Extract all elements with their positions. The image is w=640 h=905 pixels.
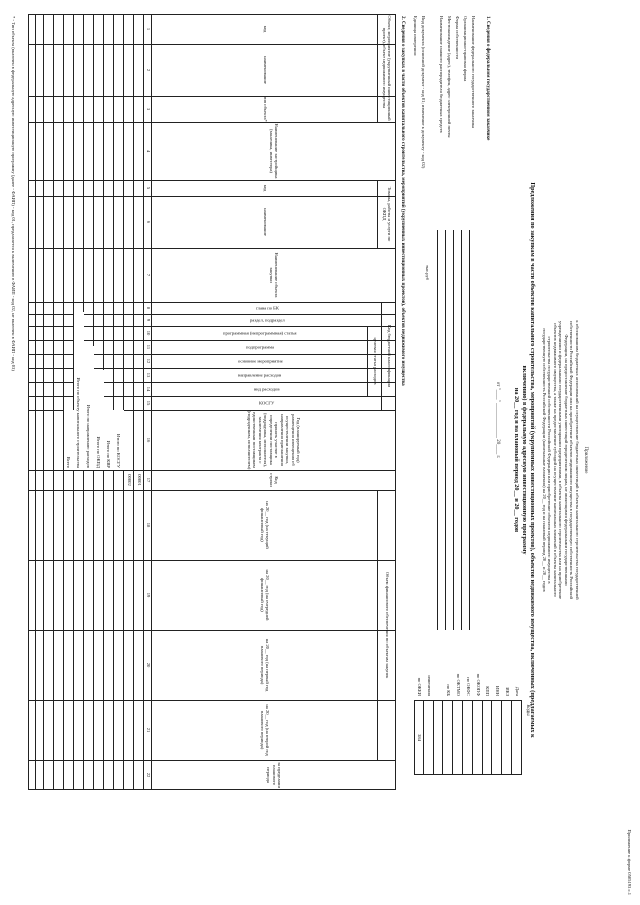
- title-line: на 20__ год и на плановый период 20__ и 20__ годов: [513, 387, 520, 533]
- field-line: [469, 230, 470, 630]
- header-kbk-column: глава по БК: [255, 305, 279, 311]
- section-1-heading: 1. Сведения о федеральном государственном заказчике: [485, 16, 490, 141]
- header-finance-beyond: за пределами планового периода: [266, 762, 283, 788]
- header-finance-year: на 20__ год (на очередной финансовый год): [260, 569, 271, 621]
- code-label: по КБ: [446, 684, 452, 696]
- header-budget-classification: Код бюджетной классификации: [386, 325, 392, 387]
- code-label: КПП: [485, 686, 491, 696]
- column-number: 7: [145, 273, 151, 277]
- appendix-line: строительства государственной собственности Российской Федерации или приобретение объектов недвижимого имущества в: [547, 336, 553, 584]
- column-number: 19: [145, 592, 151, 598]
- column-number: 17: [145, 477, 151, 483]
- field-label: Наименование главного распорядителя бюджетных средств: [439, 16, 444, 133]
- header-kbk-column: направление расходов: [238, 372, 282, 378]
- header-target-article: целевая статья расходов: [372, 337, 378, 385]
- field-label: Наименование федерального государственного заказчика: [471, 16, 476, 129]
- header-object-code: код: [262, 25, 268, 33]
- column-number: 10: [145, 330, 151, 336]
- code-label: по ОКОПФ: [475, 673, 481, 696]
- column-number: 16: [145, 437, 151, 443]
- field-label: Местонахождение (адрес), телефон, адрес электронной почты: [447, 16, 452, 138]
- line-code: 00002: [126, 474, 132, 486]
- appendix-text: [542, 120, 581, 800]
- code-label: ИНН: [495, 686, 501, 696]
- appendix-line: к обоснованиям бюджетных ассигнований на осуществление бюджетных инвестиций в объекты капитального строительства государственной: [575, 320, 580, 600]
- code-value: 384: [416, 734, 422, 741]
- unit-label: Единица измерения:: [413, 16, 418, 56]
- code-label: по ОКТМО: [456, 673, 462, 696]
- date-line: от "____" ______________ 20____ г.: [495, 381, 500, 459]
- unit-value: тыс.руб: [425, 265, 430, 281]
- column-number: 22: [145, 772, 151, 778]
- header-kbk-column: вид расходов: [254, 386, 280, 392]
- column-number: 5: [145, 186, 151, 190]
- field-label: Организационно-правовая форма: [463, 16, 468, 82]
- appendix-line: объектов недвижимого имущества, а также на предоставление субсидий на осуществление капитальных вложений в объекты капитального: [553, 323, 558, 597]
- header-object-name: наименование: [262, 56, 268, 84]
- appendix-line: государственную собственность Российской Федерации (капитальные вложения) на 20__ год и на плановый период 20__ и 20__ годов: [542, 328, 547, 592]
- code-label: по ОКФС: [465, 677, 471, 696]
- code-label: по ОКЕИ: [416, 677, 422, 696]
- total-row-label: Итого по объекту капитального строительства: [74, 312, 84, 470]
- header-line-code: Код строки: [269, 473, 280, 487]
- column-number: 8: [145, 306, 151, 310]
- header-kbk-column: подпрограмма: [245, 344, 275, 350]
- header-kbk-column: основное мероприятие: [237, 358, 283, 364]
- code-label: изменения: [426, 675, 432, 696]
- codes-header: Коды: [525, 704, 530, 716]
- total-row-label: Итого по направлению расходов: [84, 346, 94, 470]
- column-number: 11: [145, 344, 151, 350]
- column-number: 1: [145, 27, 151, 31]
- form-reference: Приложение к форме 0505193 с.1: [627, 829, 632, 895]
- field-line: [437, 230, 438, 630]
- header-kbk-column: программная (непрограммная) статья: [223, 330, 297, 336]
- appendix-line: Федерации, на предоставление бюджетных инвестиций юридическим лицам, не являющимся федеральными государственными: [564, 334, 569, 586]
- header-finance-year: на 20__ год (на текущий финансовый год): [260, 501, 271, 549]
- field-label: Форма собственности: [455, 16, 460, 59]
- header-kbk-column: КОСГУ: [259, 400, 275, 406]
- header-okpd: Товары, работы и услуги по ОКПД: [382, 186, 393, 242]
- appendix-label: Приложение: [583, 446, 588, 474]
- column-number: 6: [145, 220, 151, 224]
- column-number: 4: [145, 149, 151, 153]
- column-number: 21: [145, 727, 151, 733]
- header-object-type: тип объекта*: [262, 96, 268, 122]
- total-row-label: Всего: [64, 410, 74, 470]
- column-number: 13: [145, 372, 151, 378]
- column-number: 15: [145, 400, 151, 406]
- header-kbk-column: раздел, подраздел: [249, 317, 285, 323]
- field-line: [453, 230, 454, 630]
- column-number: 3: [145, 107, 151, 111]
- column-number: 12: [145, 358, 151, 364]
- header-finance-year: на 20__ год (на первый год планового периода): [260, 638, 271, 692]
- header-finance-year: на 20__ год (на второй год планового периода): [260, 704, 271, 756]
- column-number: 2: [145, 68, 151, 72]
- title-line: Предложения по закупкам в части объектов капитального строительства, мероприятий (укрупненных инвестиционных проектов), объектов недвижимого имущества, включенных (предлагаемых к: [529, 182, 536, 738]
- header-object: Объект, мероприятие (укрупненный инвестиционный проект), объект недвижимого имущества: [382, 15, 393, 121]
- total-row-label: Итого по КВР: [104, 410, 114, 470]
- total-row-label: Итого по КОСГУ: [114, 410, 124, 470]
- header-investor: Наименование застройщика (заказчика, инвестора): [269, 123, 280, 179]
- header-year: Год (планируемый год) размещения извещения об осуществлении закупки, направления приглашения принять участие в определении поставщика (подрядчика, исполнителя), заключения контракта с единственным поставщиком (подрядчиком, исполнителем): [247, 410, 302, 470]
- section-2-heading: 2. Сведения о закупках в части объектов капитального строительства, мероприятий (укрупненных инвестиционных проектов), объектов недвижимого имущества: [400, 16, 405, 386]
- total-row-label: Итого по ОКПД: [94, 370, 104, 470]
- column-number: 18: [145, 522, 151, 528]
- column-number: 9: [145, 318, 151, 322]
- column-number: 20: [145, 662, 151, 668]
- field-line: [461, 230, 462, 630]
- header-finance: Объем финансового обеспечения по объектам закупок: [384, 571, 390, 679]
- field-line: [445, 230, 446, 630]
- code-label: ИКЗ: [505, 687, 511, 696]
- header-okpd-code: код: [262, 184, 268, 192]
- footnote: * - Тип объекта (включен в федеральную адресную инвестиционную программу (далее - ФАИП) - код 01, предлагается к включению в ФАИП - код 02, не включен в ФАИП - код 03): [11, 16, 16, 371]
- code-label: Дата: [515, 686, 520, 696]
- header-okpd-name: наименование: [262, 208, 268, 236]
- appendix-line: учреждениями и федеральными государственными унитарными предприятиями, в объекты капитального строительства или на приобретение: [558, 320, 564, 600]
- line-code: 00001: [136, 474, 142, 486]
- appendix-line: собственности Российской Федерации или на приобретение объектов недвижимого имущества в государственную собственность Российской: [569, 321, 575, 599]
- column-number: 14: [145, 386, 151, 392]
- header-purchase-object: Наименование объекта закупки: [269, 252, 280, 298]
- title-line: включению) в федеральную адресную инвестиционную программу: [521, 365, 528, 555]
- doc-kind: Вид документа (основной документ - код 01; изменение к документу - код 02): [421, 16, 426, 169]
